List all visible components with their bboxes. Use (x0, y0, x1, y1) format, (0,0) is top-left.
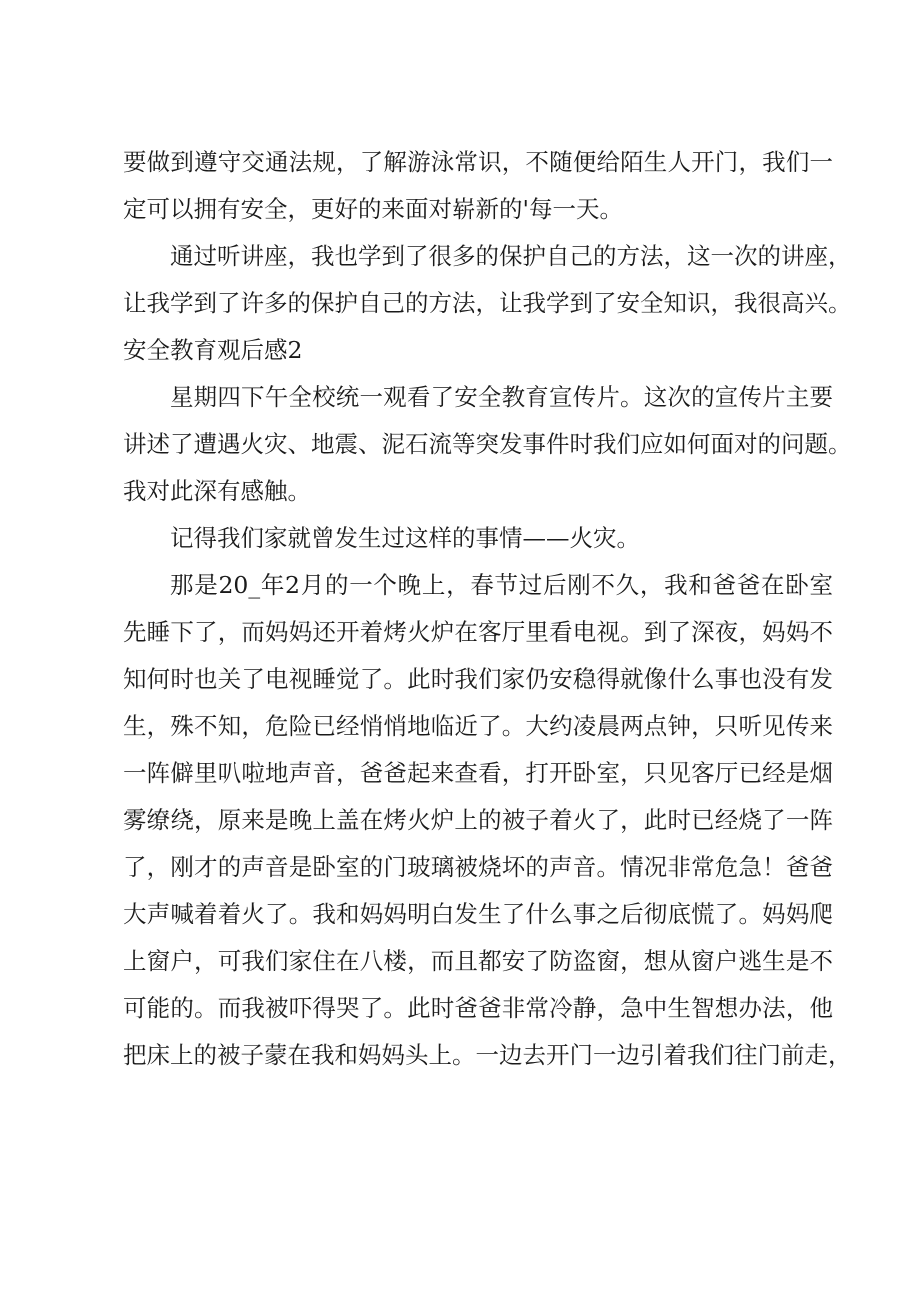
paragraph-line: 星期四下午全校统一观看了安全教育宣传片。这次的宣传片主要 (170, 383, 833, 411)
paragraph-line: 记得我们家就曾发生过这样的事情——火灾。 (170, 524, 640, 552)
section-heading: 安全教育观后感2 (123, 336, 303, 364)
paragraph-line: 让我学到了许多的保护自己的方法，让我学到了安全知识，我很高兴。 (123, 289, 852, 317)
paragraph-line: 定可以拥有安全，更好的来面对崭新的'每一天。 (123, 195, 623, 223)
paragraph-line: 先睡下了，而妈妈还开着烤火炉在客厅里看电视。到了深夜，妈妈不 (123, 618, 833, 646)
paragraph-line: 一阵僻里叭啦地声音，爸爸起来查看，打开卧室，只见客厅已经是烟 (123, 759, 833, 787)
paragraph-line: 知何时也关了电视睡觉了。此时我们家仍安稳得就像什么事也没有发 (123, 665, 833, 693)
paragraph-line: 雾缭绕，原来是晚上盖在烤火炉上的被子着火了，此时已经烧了一阵 (123, 806, 833, 834)
paragraph-line: 可能的。而我被吓得哭了。此时爸爸非常冷静，急中生智想办法，他 (123, 994, 833, 1022)
paragraph-line: 把床上的被子蒙在我和妈妈头上。一边去开门一边引着我们往门前走， (123, 1041, 852, 1069)
paragraph-line: 那是20_年2月的一个晚上，春节过后刚不久，我和爸爸在卧室 (170, 571, 833, 599)
paragraph-line: 讲述了遭遇火灾、地震、泥石流等突发事件时我们应如何面对的问题。 (123, 430, 852, 458)
paragraph-line: 上窗户，可我们家住在八楼，而且都安了防盗窗，想从窗户逃生是不 (123, 947, 833, 975)
paragraph-line: 我对此深有感触。 (123, 477, 311, 505)
paragraph-line: 了，刚才的声音是卧室的门玻璃被烧坏的声音。情况非常危急！爸爸 (123, 853, 833, 881)
paragraph-line: 大声喊着着火了。我和妈妈明白发生了什么事之后彻底慌了。妈妈爬 (123, 900, 833, 928)
paragraph-line: 要做到遵守交通法规，了解游泳常识，不随便给陌生人开门，我们一 (123, 148, 833, 176)
paragraph-line: 生，殊不知，危险已经悄悄地临近了。大约凌晨两点钟，只听见传来 (123, 712, 833, 740)
paragraph-line: 通过听讲座，我也学到了很多的保护自己的方法，这一次的讲座， (170, 242, 852, 270)
